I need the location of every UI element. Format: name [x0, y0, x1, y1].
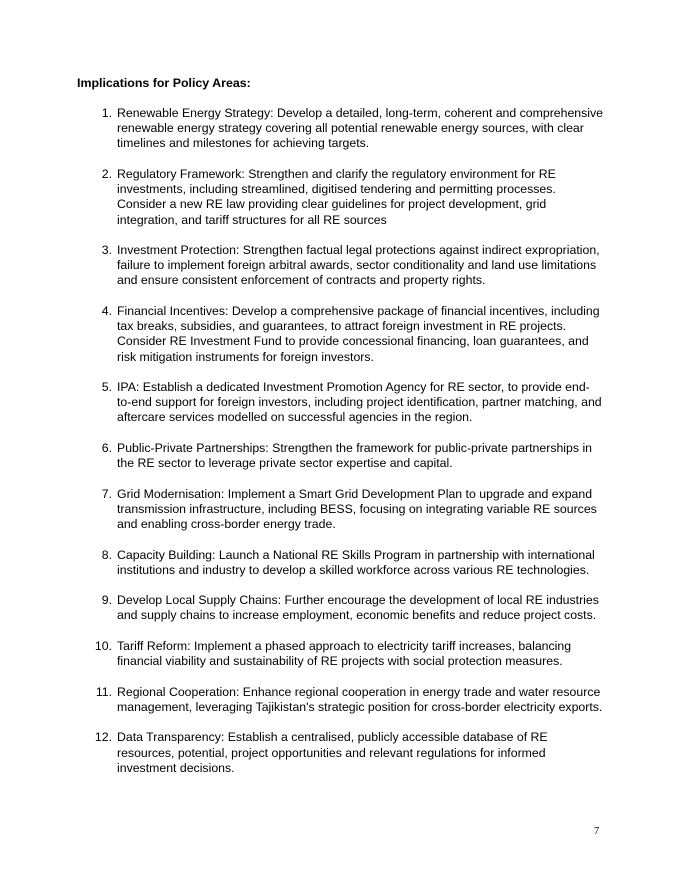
- policy-item: [0, 441, 607, 471]
- text-line: Regional Cooperation: Enhance regional cooperation in energy trade and water resource: [117, 684, 601, 699]
- text-line: and supply chains to increase employment, economic benefits and reduce project costs.: [117, 608, 597, 623]
- item-text: [117, 548, 607, 578]
- policy-item: [0, 593, 607, 623]
- text-line: Financial Incentives: Develop a comprehensive package of financial incentives, including: [117, 303, 600, 318]
- policy-item: [0, 487, 607, 533]
- item-text: [117, 441, 607, 471]
- policy-item: [0, 243, 607, 289]
- policy-item: [0, 548, 607, 578]
- item-text: [117, 167, 607, 228]
- text-line: financial viability and sustainability of RE projects with social protection measures.: [117, 654, 563, 669]
- item-text: [117, 106, 607, 152]
- text-line: the RE sector to leverage private sector expertise and capital.: [117, 456, 453, 471]
- section-heading: Implications for Policy Areas:: [77, 76, 251, 90]
- item-number: 11.: [95, 684, 112, 699]
- item-number: 5.: [101, 380, 112, 395]
- text-line: and enabling cross-border energy trade.: [117, 517, 336, 532]
- item-number: 7.: [101, 486, 112, 501]
- text-line: Data Transparency: Establish a centralised, publicly accessible database of RE: [117, 730, 548, 745]
- item-text: [117, 685, 607, 715]
- policy-item: [0, 106, 607, 152]
- text-line: Capacity Building: Launch a National RE Skills Program in partnership with international: [117, 547, 595, 562]
- text-line: to-end support for foreign investors, including project identification, partner matching, and: [117, 395, 602, 410]
- text-line: transmission infrastructure, including BESS, focusing on integrating variable RE sources: [117, 501, 597, 516]
- text-line: tax breaks, subsidies, and guarantees, to attract foreign investment in RE projects.: [117, 319, 567, 334]
- item-text: [117, 380, 607, 426]
- text-line: timelines and milestones for achieving targets.: [117, 136, 370, 151]
- text-line: Grid Modernisation: Implement a Smart Grid Development Plan to upgrade and expand: [117, 486, 593, 501]
- text-line: aftercare services modelled on successful agencies in the region.: [117, 410, 473, 425]
- text-line: Develop Local Supply Chains: Further encourage the development of local RE industries: [117, 593, 599, 608]
- policy-item: [0, 685, 607, 715]
- text-line: Consider RE Investment Fund to provide concessional financing, loan guarantees, and: [117, 334, 589, 349]
- text-line: institutions and industry to develop a skilled workforce across various RE technologies.: [117, 562, 590, 577]
- policy-item: [0, 380, 607, 426]
- text-line: management, leveraging Tajikistan's strategic position for cross-border electricity exports.: [117, 699, 603, 714]
- item-text: [117, 487, 607, 533]
- item-text: [117, 639, 607, 669]
- item-number: 9.: [101, 593, 112, 608]
- text-line: Investment Protection: Strengthen factual legal protections against indirect expropriation,: [117, 243, 600, 258]
- text-line: Tariff Reform: Implement a phased approach to electricity tariff increases, balancing: [117, 638, 572, 653]
- text-line: failure to implement foreign arbitral awards, sector conditionality and land use limitations: [117, 258, 597, 273]
- item-text: [117, 593, 607, 623]
- text-line: investment decisions.: [117, 760, 235, 775]
- item-number: 2.: [101, 166, 112, 181]
- item-number: 6.: [101, 440, 112, 455]
- text-line: IPA: Establish a dedicated Investment Promotion Agency for RE sector, to provide end-: [117, 380, 590, 395]
- text-line: Public-Private Partnerships: Strengthen the framework for public-private partnerships in: [117, 440, 593, 455]
- text-line: risk mitigation instruments for foreign investors.: [117, 349, 374, 364]
- item-number: 12.: [94, 730, 112, 745]
- text-line: investments, including streamlined, digitised tendering and permitting processes.: [117, 182, 556, 197]
- item-number: 4.: [101, 303, 112, 318]
- text-line: Regulatory Framework: Strengthen and clarify the regulatory environment for RE: [117, 166, 556, 181]
- policy-item: [0, 639, 607, 669]
- text-line: Renewable Energy Strategy: Develop a detailed, long-term, coherent and comprehensive: [117, 106, 604, 120]
- policy-item: [0, 167, 607, 228]
- policy-item: [0, 304, 607, 365]
- text-line: integration, and tariff structures for all RE sources: [117, 212, 387, 227]
- text-line: resources, potential, project opportunities and relevant regulations for informed: [117, 745, 546, 760]
- item-text: [117, 304, 607, 365]
- policy-list: [0, 106, 680, 791]
- item-number: 3.: [101, 243, 112, 258]
- item-number: 8.: [101, 547, 112, 562]
- item-text: [117, 730, 607, 776]
- text-line: and ensure consistent enforcement of contracts and property rights.: [117, 273, 486, 288]
- policy-item: [0, 730, 607, 776]
- item-text: [117, 243, 607, 289]
- item-number: 1.: [101, 106, 112, 120]
- text-line: Consider a new RE law providing clear guidelines for project development, grid: [117, 197, 547, 212]
- page-number: 7: [594, 826, 600, 837]
- text-line: renewable energy strategy covering all potential renewable energy sources, with clear: [117, 121, 584, 136]
- item-number: 10.: [94, 638, 112, 653]
